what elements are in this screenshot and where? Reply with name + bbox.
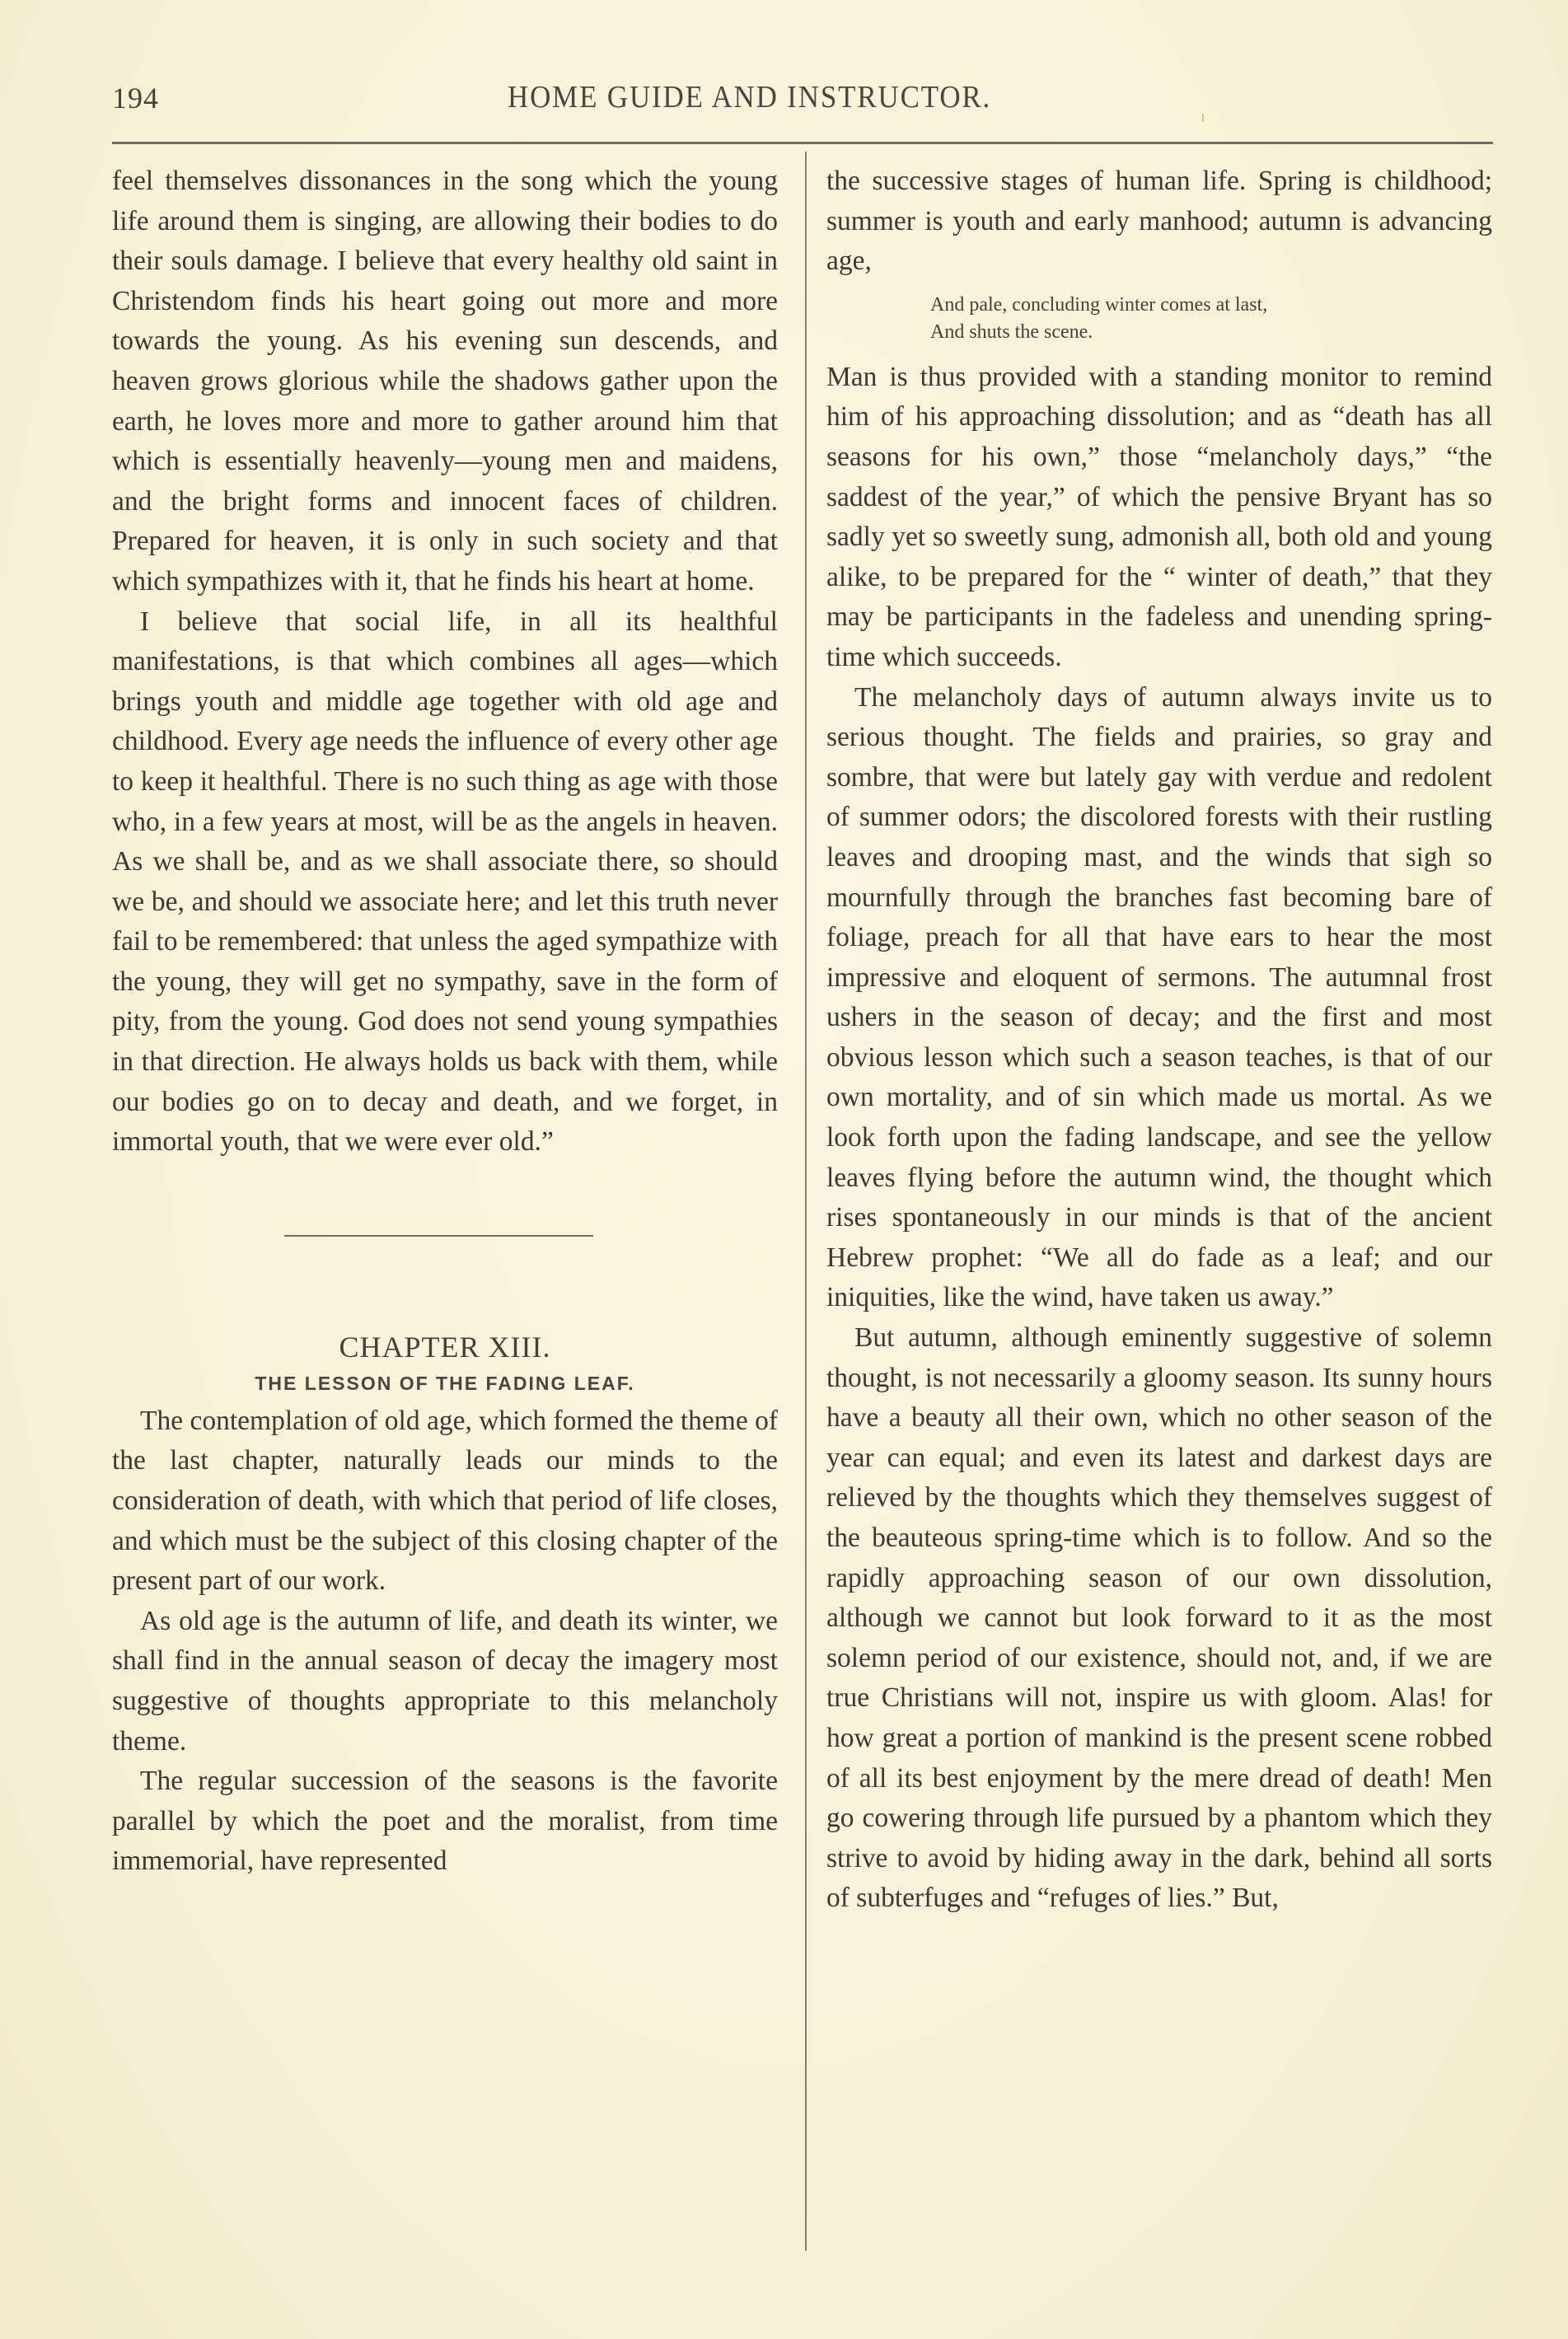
right-column — [826, 161, 1492, 1919]
left-column — [112, 161, 778, 1882]
section-separator-rule — [284, 1235, 593, 1237]
running-title: HOME GUIDE AND INSTRUCTOR. — [508, 80, 992, 115]
paragraph: The melancholy days of autumn always invite us to serious thought. The fields and prairies, so gray and sombre, that were but lately gay with verdue and redolent of summer odors; the discolored forests with their rustling leaves and drooping mast, and the winds that sigh so mournfully through the branches fast becoming bare of foliage, preach for all that have ears to hear the most impressive and eloquent of sermons. The autumnal frost ushers in the season of decay; and the first and most obvious lesson which such a season teaches, is that of our own mortality, and of sin which made us mortal. As we look forth upon the fading landscape, and see the yellow leaves flying before the autumn wind, the thought which rises spontaneously in our minds is that of the ancient Hebrew prophet: “We all do fade as a leaf; and our iniquities, like the wind, have taken us away.” — [826, 681, 1492, 1313]
header-rule — [112, 142, 1493, 144]
paragraph: I believe that social life, in all its healthful manifestations, is that which combines all ages—which brings youth and middle age together with old age and childhood. Every age needs the influence of every other age to keep it healthful. There is no such thing as age with those who, in a few years at most, will be as the angels in heaven. As we shall be, and as we shall associate there, so should we be, and should we associate here; and let this truth never fail to be remembered: that unless the aged sympathize with the young, they will get no sympathy, save in the form of pity, from the young. God does not send young sympathies in that direction. He always holds us back with them, while our bodies go on to decay and death, and we forget, in immortal youth, that we were ever old.” — [112, 606, 778, 1158]
verse-quotation — [930, 292, 1492, 346]
column-divider — [805, 152, 807, 2251]
paper-blemish — [1202, 114, 1204, 122]
paragraph: But autumn, although eminently suggestive of solemn thought, is not necessarily a gloomy season. Its sunny hours have a beauty all their own, which no other season of the year can equal; and even its latest and darkest days are relieved by the thoughts which they themselves suggest of the beauteous spring-time which is to follow. And so the rapidly approaching season of our own dissolution, although we cannot but look forward to it as the most solemn period of our existence, should not, and, if we are true Christians will not, inspire us with gloom. Alas! for how great a portion of mankind is the present scene robbed of all its best enjoyment by the mere dread of death! Men go cowering through life pursued by a phantom which they strive to avoid by hiding away in the dark, behind all sorts of subterfuges and “refuges of lies.” But, — [826, 1322, 1492, 1914]
paragraph: The regular succession of the seasons is the favorite parallel by which the poet and the moralist, from time immemorial, have represented — [112, 1766, 778, 1877]
paragraph: feel themselves dissonances in the song which the young life around them is singing, are allowing their bodies to do their souls damage. I believe that every healthy old saint in Christendom finds his heart going out more and more towards the young. As his evening sun descends, and heaven grows glorious while the shadows gather upon the earth, he loves more and more to gather around him that which is essentially heavenly—young men and maidens, and the bright forms and innocent faces of children. Prepared for heaven, it is only in such society and that which sympathizes with it, that he finds his heart at home. — [112, 166, 778, 596]
verse-line: And shuts the scene. — [930, 320, 1093, 343]
paragraph: Man is thus provided with a standing monitor to remind him of his approaching dissolution; and as “death has all seasons for his own,” those “melancholy days,” “the saddest of the year,” of which the pensive Bryant has so sadly yet so sweetly sung, admonish all, both old and young alike, to be prepared for the “ winter of death,” that they may be participants in the fadeless and unending spring-time which succeeds. — [826, 361, 1492, 672]
chapter-title: THE LESSON OF THE FADING LEAF. — [255, 1372, 635, 1394]
chapter-number: CHAPTER XIII. — [339, 1330, 551, 1364]
paragraph: The contemplation of old age, which formed the theme of the last chapter, naturally leads our minds to the consideration of death, with which that period of life closes, and which must be the subject of this closing chapter of the present part of our work. — [112, 1405, 778, 1597]
verse-line: And pale, concluding winter comes at last, — [930, 293, 1268, 316]
page-header — [0, 0, 1568, 140]
page-number: 194 — [112, 82, 159, 115]
paragraph: the successive stages of human life. Spring is childhood; summer is youth and early manhood; autumn is advancing age, — [826, 166, 1492, 277]
paragraph: As old age is the autumn of life, and death its winter, we shall find in the annual season of decay the imagery most suggestive of thoughts appropriate to this melancholy theme. — [112, 1605, 778, 1757]
